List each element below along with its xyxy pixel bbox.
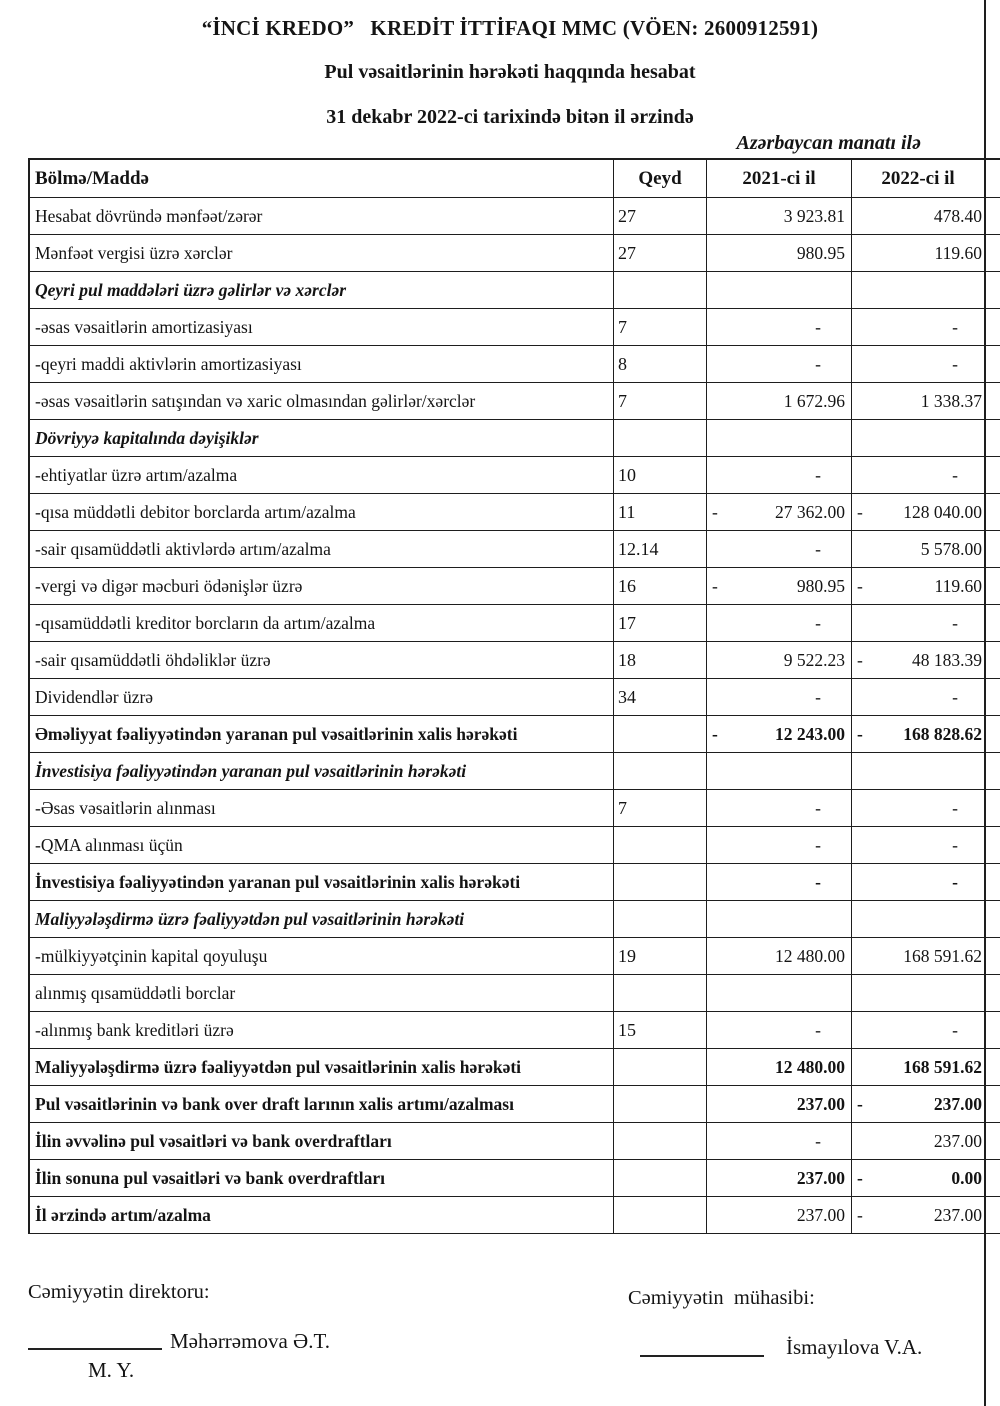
column-header-2022: 2022-ci il [852,160,986,198]
value-text: - [952,797,958,818]
note-ref-cell: 11 [614,494,707,531]
table-edge-sliver [986,790,1000,827]
doc-period: 31 dekabr 2022-ci tarixində bitən il ərzində [326,106,694,128]
value-text: - [815,612,821,633]
note-ref-cell: 17 [614,605,707,642]
row-label: -qeyri maddi aktivlərin amortizasiyası [30,346,614,383]
table-row [30,679,1000,716]
note-ref-cell: 27 [614,198,707,235]
table-edge-sliver [986,457,1000,494]
currency-note: Azərbaycan manatı ilə [736,132,921,154]
table-edge-sliver [986,198,1000,235]
value-text: 168 591.62 [903,945,982,966]
value-2021-cell [707,420,852,457]
column-header-note: Qeyd [614,160,707,198]
note-ref-cell: 15 [614,1012,707,1049]
note-ref-cell [614,1160,707,1197]
table-row [30,716,1000,753]
value-2021-cell [707,1123,852,1160]
table-row [30,346,1000,383]
value-2022-cell [852,827,986,864]
table-edge-sliver [986,1012,1000,1049]
row-label: alınmış qısamüddətli borclar [30,975,614,1012]
negative-sign: - [857,501,863,522]
row-label: İlin sonuna pul vəsaitləri və bank overdraftları [30,1160,614,1197]
value-2021-cell [707,605,852,642]
value-2022-cell [852,753,986,790]
note-ref-cell [614,864,707,901]
value-text: - [952,464,958,485]
value-text: - [952,1019,958,1040]
table-row [30,790,1000,827]
table-row [30,753,1000,790]
table-row [30,975,1000,1012]
value-text: - [815,686,821,707]
value-2022-cell [852,531,986,568]
value-text: - [952,834,958,855]
note-ref-cell [614,272,707,309]
value-text: 1 338.37 [920,390,982,411]
row-label: -vergi və digər məcburi ödənişlər üzrə [30,568,614,605]
director-name: Məhərrəmova Ə.T. [170,1329,330,1353]
note-ref-cell: 34 [614,679,707,716]
table-row [30,198,1000,235]
row-label: Dividendlər üzrə [30,679,614,716]
value-text: 478.40 [933,205,982,226]
value-2021-cell [707,938,852,975]
value-2022-cell [852,383,986,420]
negative-sign: - [857,1093,863,1114]
value-2022-cell [852,901,986,938]
negative-sign: - [712,575,718,596]
table-row [30,864,1000,901]
table-row [30,938,1000,975]
director-signature-line [28,1348,162,1350]
table-row [30,1123,1000,1160]
value-2021-cell [707,457,852,494]
value-2022-cell [852,716,986,753]
value-2021-cell [707,716,852,753]
value-2022-cell [852,457,986,494]
negative-sign: - [857,723,863,744]
value-text: 12 480.00 [775,1056,845,1077]
value-text: 0.00 [951,1167,982,1188]
note-ref-cell: 7 [614,790,707,827]
accountant-name: İsmayılova V.A. [786,1335,923,1359]
note-ref-cell: 7 [614,309,707,346]
column-header-2021: 2021-ci il [707,160,852,198]
value-2022-cell [852,1197,986,1234]
note-ref-cell: 8 [614,346,707,383]
note-ref-cell: 7 [614,383,707,420]
table-edge-sliver [986,1049,1000,1086]
value-2021-cell [707,679,852,716]
value-text: - [815,538,821,559]
value-text: 168 591.62 [903,1056,982,1077]
value-2021-cell [707,790,852,827]
note-ref-cell: 27 [614,235,707,272]
table-row [30,605,1000,642]
table-edge-sliver [986,938,1000,975]
value-text: 980.95 [796,242,845,263]
value-text: - [815,464,821,485]
table-edge-sliver [986,827,1000,864]
table-edge-sliver [986,383,1000,420]
row-label: Hesabat dövründə mənfəət/zərər [30,198,614,235]
table-row [30,901,1000,938]
row-label: İlin əvvəlinə pul vəsaitləri və bank overdraftları [30,1123,614,1160]
table-row [30,827,1000,864]
row-label: Maliyyələşdirmə üzrə fəaliyyətdən pul vəsaitlərinin hərəkəti [30,901,614,938]
value-2021-cell [707,198,852,235]
note-ref-cell [614,753,707,790]
table-edge-sliver [986,235,1000,272]
table-row [30,1197,1000,1234]
table-body [30,198,1000,1234]
doc-title: “İNCİ KREDO” KREDİT İTTİFAQI MMC (VÖEN: 2600912591) [201,16,819,40]
table-row [30,235,1000,272]
table-edge-sliver [986,346,1000,383]
table-edge-sliver [986,1197,1000,1234]
value-2021-cell [707,383,852,420]
table-edge-sliver [986,160,1000,198]
doc-subtitle: Pul vəsaitlərinin hərəkəti haqqında hesabat [324,61,696,83]
value-text: - [815,316,821,337]
value-text: - [952,612,958,633]
value-2022-cell [852,309,986,346]
value-text: 48 183.39 [912,649,982,670]
note-ref-cell [614,827,707,864]
table-row [30,309,1000,346]
table-header-row [30,160,1000,198]
value-2021-cell [707,235,852,272]
value-text: - [815,1130,821,1151]
table-edge-sliver [986,272,1000,309]
row-label: -ehtiyatlar üzrə artım/azalma [30,457,614,494]
value-2022-cell [852,568,986,605]
row-label: -əsas vəsaitlərin amortizasiyası [30,309,614,346]
table-edge-sliver [986,1086,1000,1123]
value-text: 237.00 [933,1130,982,1151]
table-edge-sliver [986,568,1000,605]
table-edge-sliver [986,679,1000,716]
table-row [30,457,1000,494]
note-ref-cell [614,1123,707,1160]
value-text: 119.60 [934,575,982,596]
row-label: İnvestisiya fəaliyyətindən yaranan pul vəsaitlərinin hərəkəti [30,753,614,790]
row-label: Mənfəət vergisi üzrə xərclər [30,235,614,272]
stamp-placeholder: M. Y. [88,1358,135,1382]
value-text: - [815,1019,821,1040]
row-label: İnvestisiya fəaliyyətindən yaranan pul vəsaitlərinin xalis hərəkəti [30,864,614,901]
value-text: 3 923.81 [783,205,845,226]
table-edge-sliver [986,901,1000,938]
value-2021-cell [707,642,852,679]
table-edge-sliver [986,716,1000,753]
value-text: 237.00 [933,1093,982,1114]
negative-sign: - [857,649,863,670]
row-label: -əsas vəsaitlərin satışından və xaric olmasından gəlirlər/xərclər [30,383,614,420]
table-row [30,272,1000,309]
table-edge-sliver [986,864,1000,901]
value-2022-cell [852,679,986,716]
director-label: Cəmiyyətin direktoru: [28,1281,210,1303]
cash-flow-table [28,158,1000,1234]
value-text: 1 672.96 [783,390,845,411]
table-edge-sliver [986,531,1000,568]
value-2021-cell [707,975,852,1012]
value-text: - [952,871,958,892]
row-label: Əməliyyat fəaliyyətindən yaranan pul vəsaitlərinin xalis hərəkəti [30,716,614,753]
row-label: -Əsas vəsaitlərin alınması [30,790,614,827]
value-2021-cell [707,346,852,383]
value-2022-cell [852,235,986,272]
note-ref-cell: 12.14 [614,531,707,568]
value-text: - [815,797,821,818]
table-edge-sliver [986,420,1000,457]
value-2021-cell [707,272,852,309]
table-edge-sliver [986,642,1000,679]
value-text: - [952,686,958,707]
accountant-signature-line [640,1355,764,1357]
value-2021-cell [707,901,852,938]
value-2022-cell [852,975,986,1012]
row-label: -mülkiyyətçinin kapital qoyuluşu [30,938,614,975]
accountant-label: Cəmiyyətin mühasibi: [628,1287,815,1309]
note-ref-cell [614,975,707,1012]
table-row [30,531,1000,568]
value-2021-cell [707,1049,852,1086]
value-2022-cell [852,1123,986,1160]
value-2021-cell [707,827,852,864]
table-row [30,420,1000,457]
row-label: İl ərzində artım/azalma [30,1197,614,1234]
note-ref-cell [614,1197,707,1234]
value-text: - [815,871,821,892]
row-label: -alınmış bank kreditləri üzrə [30,1012,614,1049]
value-2022-cell [852,1086,986,1123]
value-2022-cell [852,1160,986,1197]
note-ref-cell: 10 [614,457,707,494]
value-text: - [952,353,958,374]
table-edge-sliver [986,1160,1000,1197]
value-text: - [952,316,958,337]
value-2022-cell [852,864,986,901]
table-edge-sliver [986,605,1000,642]
value-2021-cell [707,531,852,568]
row-label: -qısa müddətli debitor borclarda artım/azalma [30,494,614,531]
table-row [30,642,1000,679]
row-label: Pul vəsaitlərinin və bank over draft larının xalis artımı/azalması [30,1086,614,1123]
value-2022-cell [852,494,986,531]
row-label: Maliyyələşdirmə üzrə fəaliyyətdən pul vəsaitlərinin xalis hərəkəti [30,1049,614,1086]
value-text: 27 362.00 [775,501,845,522]
row-label: Dövriyyə kapitalında dəyişiklər [30,420,614,457]
value-2021-cell [707,494,852,531]
value-2021-cell [707,1160,852,1197]
value-text: - [815,353,821,374]
note-ref-cell [614,1049,707,1086]
value-text: 119.60 [934,242,982,263]
value-2021-cell [707,1086,852,1123]
note-ref-cell [614,901,707,938]
value-text: 168 828.62 [903,723,982,744]
value-2021-cell [707,753,852,790]
row-label: Qeyri pul maddələri üzrə gəlirlər və xərclər [30,272,614,309]
table-edge-sliver [986,494,1000,531]
value-2022-cell [852,1012,986,1049]
value-2021-cell [707,568,852,605]
table-edge-sliver [986,753,1000,790]
negative-sign: - [712,501,718,522]
value-text: 237.00 [796,1204,845,1225]
value-text: 980.95 [796,575,845,596]
value-2022-cell [852,1049,986,1086]
table-row [30,568,1000,605]
value-2022-cell [852,790,986,827]
value-2022-cell [852,605,986,642]
table-edge-sliver [986,309,1000,346]
negative-sign: - [857,1167,863,1188]
note-ref-cell: 16 [614,568,707,605]
table-edge-sliver [986,975,1000,1012]
value-text: 9 522.23 [783,649,845,670]
value-2021-cell [707,864,852,901]
value-text: 12 243.00 [775,723,845,744]
value-text: 237.00 [796,1167,845,1188]
value-text: 237.00 [933,1204,982,1225]
table-row [30,1049,1000,1086]
value-2022-cell [852,198,986,235]
row-label: -QMA alınması üçün [30,827,614,864]
table-row [30,1160,1000,1197]
value-2021-cell [707,1197,852,1234]
table-row [30,383,1000,420]
value-2022-cell [852,272,986,309]
table-edge-sliver [986,1123,1000,1160]
column-header-section: Bölmə/Maddə [30,160,614,198]
note-ref-cell [614,1086,707,1123]
value-2021-cell [707,309,852,346]
value-2022-cell [852,346,986,383]
value-text: - [815,834,821,855]
negative-sign: - [857,575,863,596]
negative-sign: - [712,723,718,744]
table-row [30,494,1000,531]
value-text: 12 480.00 [775,945,845,966]
note-ref-cell: 19 [614,938,707,975]
note-ref-cell: 18 [614,642,707,679]
row-label: -sair qısamüddətli öhdəliklər üzrə [30,642,614,679]
row-label: -qısamüddətli kreditor borcların da artım/azalma [30,605,614,642]
row-label: -sair qısamüddətli aktivlərdə artım/azalma [30,531,614,568]
table-row [30,1086,1000,1123]
note-ref-cell [614,420,707,457]
negative-sign: - [857,1204,863,1225]
value-2022-cell [852,420,986,457]
value-2022-cell [852,938,986,975]
value-text: 237.00 [796,1093,845,1114]
value-2021-cell [707,1012,852,1049]
note-ref-cell [614,716,707,753]
value-text: 128 040.00 [903,501,982,522]
value-2022-cell [852,642,986,679]
table-row [30,1012,1000,1049]
value-text: 5 578.00 [920,538,982,559]
